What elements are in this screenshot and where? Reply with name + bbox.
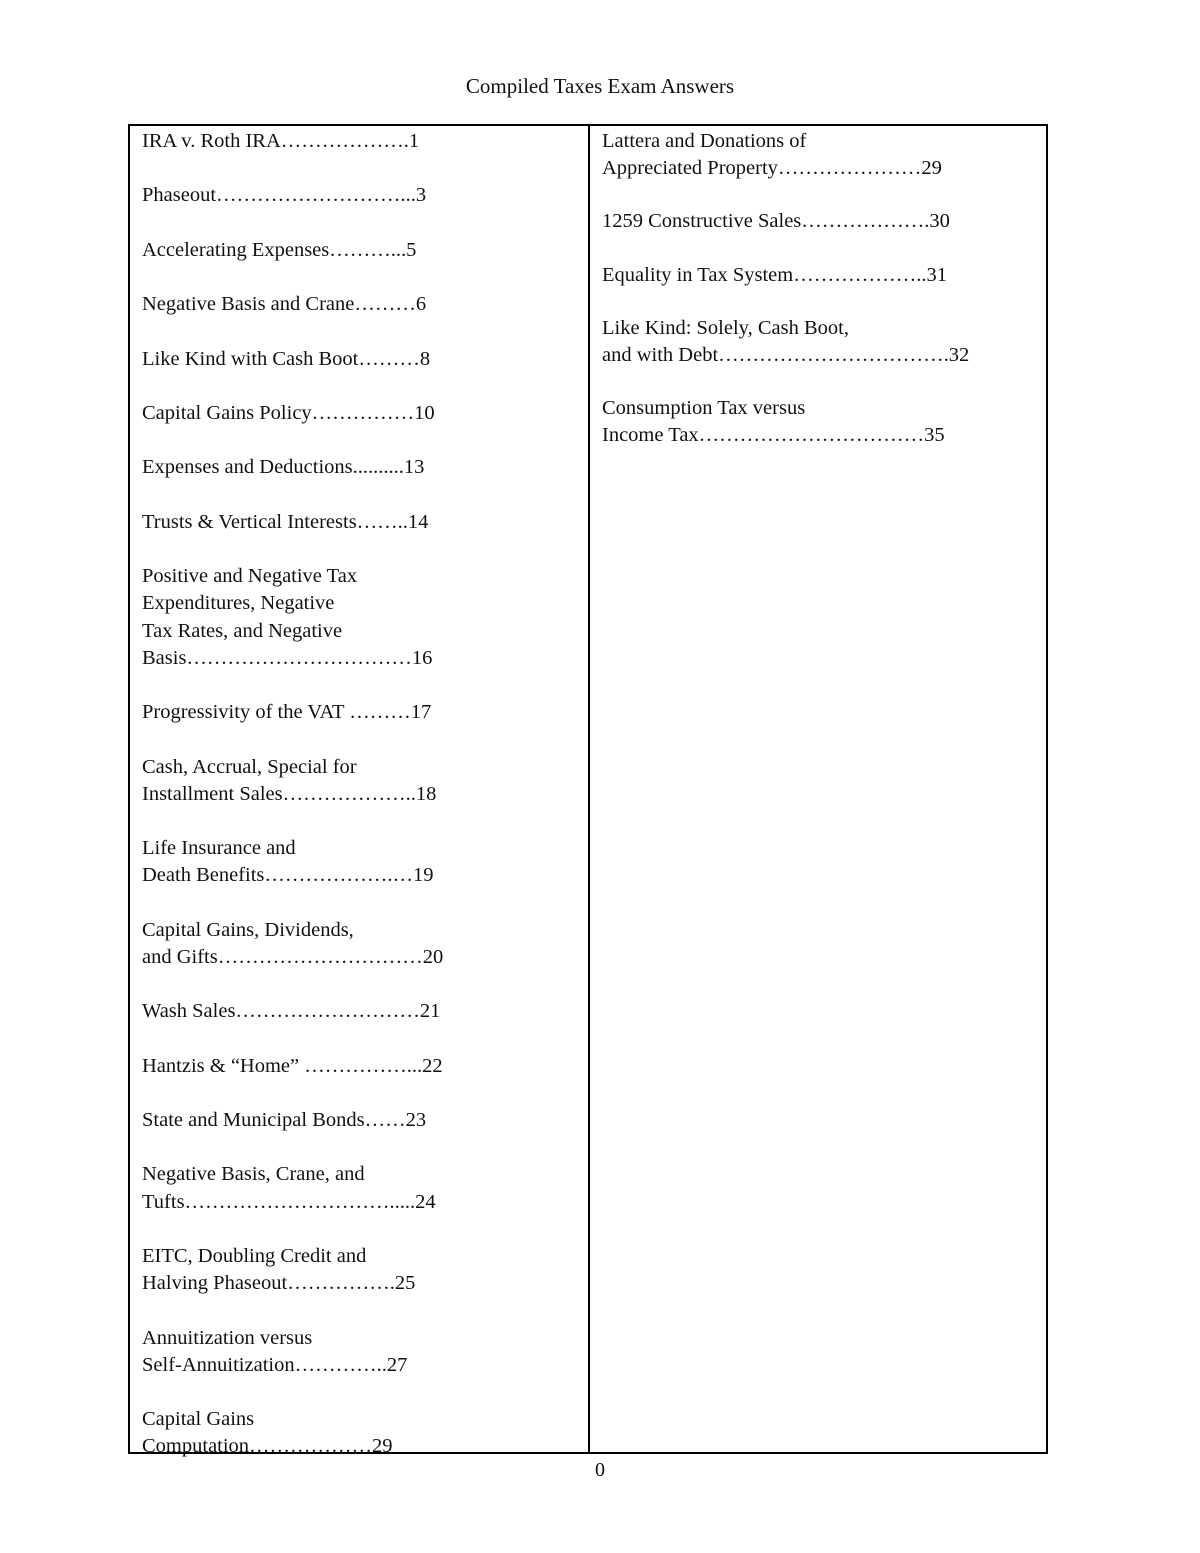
table-of-contents [128, 124, 1048, 1458]
toc-entry: Equality in Tax System………………..31 [602, 263, 947, 286]
toc-entry: Life Insurance and Death Benefits……………….…19 [142, 837, 434, 887]
toc-entry: Annuitization versus Self-Annuitization…………..27 [142, 1326, 408, 1376]
toc-entry: State and Municipal Bonds……23 [142, 1109, 427, 1132]
toc-entry: 1259 Constructive Sales……………….30 [602, 210, 950, 233]
toc-entry: Expenses and Deductions..........13 [142, 456, 425, 479]
toc-entry: Negative Basis, Crane, and Tufts………………………….....24 [142, 1163, 436, 1213]
toc-entry: Hantzis & “Home” ……………...22 [142, 1054, 443, 1077]
toc-entry: Wash Sales………………………21 [142, 1000, 441, 1023]
toc-entry: Like Kind with Cash Boot………8 [142, 347, 431, 370]
toc-right-column [590, 126, 1046, 1452]
toc-entry: IRA v. Roth IRA……………….1 [142, 130, 420, 152]
toc-entry: Positive and Negative Tax Expenditures, Negative Tax Rates, and Negative Basis……………………………16 [142, 565, 433, 669]
toc-entry: Trusts & Vertical Interests……..14 [142, 510, 429, 533]
toc-entry: Phaseout………………………...3 [142, 184, 427, 207]
toc-entry: Negative Basis and Crane………6 [142, 293, 427, 316]
toc-entry: EITC, Doubling Credit and Halving Phaseout…………….25 [142, 1245, 416, 1295]
toc-entry: Capital Gains Computation………………29 [142, 1408, 393, 1458]
toc-entry: Capital Gains Policy……………10 [142, 401, 435, 424]
toc-entry: Progressivity of the VAT ………17 [142, 701, 432, 724]
toc-entry: Lattera and Donations of Appreciated Property…………………29 [602, 130, 942, 180]
page-title: Compiled Taxes Exam Answers [465, 74, 735, 98]
toc-entry: Cash, Accrual, Special for Installment Sales………………..18 [142, 755, 437, 805]
page-number: 0 [595, 1459, 605, 1481]
toc-entry: Like Kind: Solely, Cash Boot, and with Debt…………………………….32 [602, 316, 970, 367]
toc-left-column [130, 126, 590, 1458]
toc-entry: Consumption Tax versus Income Tax……………………………35 [602, 397, 945, 447]
toc-entry: Accelerating Expenses………...5 [142, 238, 417, 261]
toc-entry: Capital Gains, Dividends, and Gifts…………………………20 [142, 918, 444, 968]
